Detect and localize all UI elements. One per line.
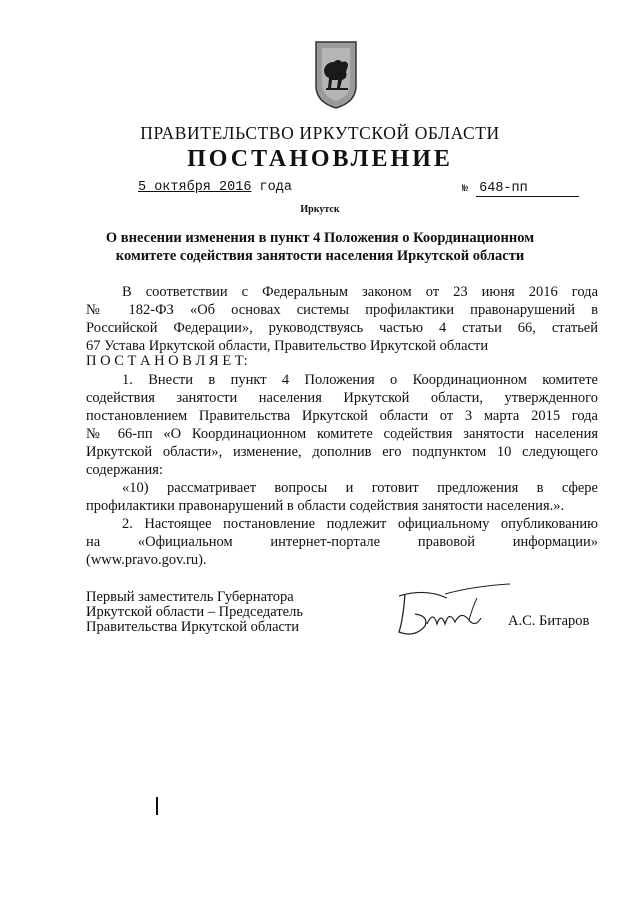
body-line: «10) рассматривает вопросы и готовит предложения в сфере: [122, 480, 598, 496]
signatory-name: А.С. Битаров: [508, 613, 590, 629]
date-suffix: года: [259, 180, 292, 195]
city: Иркутск: [300, 204, 340, 215]
position-line: Иркутской области – Председатель: [86, 604, 303, 620]
body-line: профилактики правонарушений в области содействия занятости населения.».: [86, 498, 565, 514]
position-line: Первый заместитель Губернатора: [86, 589, 294, 605]
document-number: [462, 181, 579, 197]
body-line: постановлением Правительства Иркутской области от 3 марта 2015 года: [86, 408, 598, 424]
subject-line: О внесении изменения в пункт 4 Положения о Координационном: [105, 230, 535, 246]
body-line: 2. Настоящее постановление подлежит официальному опубликованию: [122, 516, 598, 532]
body-decree-word: П О С Т А Н О В Л Я Е Т:: [86, 353, 248, 369]
body-line: В соответствии с Федеральным законом от 23 июня 2016 года: [122, 284, 598, 300]
body-line: 67 Устава Иркутской области, Правительство Иркутской области: [86, 338, 489, 354]
subject-line: комитете содействия занятости населения Иркутской области: [115, 248, 525, 264]
body-line: № 182-ФЗ «Об основах системы профилактики правонарушений в: [86, 302, 598, 318]
signatory-position: [86, 590, 336, 635]
body-line: Иркутской области», изменение, дополнив его подпунктом 10 следующего: [86, 444, 598, 460]
document-date: [138, 180, 292, 195]
number-label: №: [462, 184, 469, 195]
body-line: (www.pravo.gov.ru).: [86, 552, 207, 568]
body-line: № 66-пп «О Координационном комитете содействия занятости населения: [86, 426, 598, 442]
handwritten-signature: [385, 580, 515, 642]
document-subject: [100, 229, 540, 265]
body-line: содержания:: [86, 462, 164, 478]
position-line: Правительства Иркутской области: [86, 619, 300, 635]
number-value: 648-пп: [476, 181, 579, 197]
body-line: 1. Внести в пункт 4 Положения о Координационном комитете: [122, 372, 598, 388]
organization-title: ПРАВИТЕЛЬСТВО ИРКУТСКОЙ ОБЛАСТИ: [140, 123, 500, 143]
body-line: Российской Федерации», руководствуясь частью 4 статьи 66, статьей: [86, 320, 598, 336]
document-type: ПОСТАНОВЛЕНИЕ: [187, 146, 453, 172]
scan-mark: [156, 797, 158, 815]
coat-of-arms-icon: [312, 40, 360, 110]
body-line: содействия занятости населения Иркутской области, утвержденного: [86, 390, 598, 406]
date-value: 5 октября 2016: [138, 180, 252, 195]
body-line: на «Официальном интернет-портале правовой информации»: [86, 534, 598, 550]
